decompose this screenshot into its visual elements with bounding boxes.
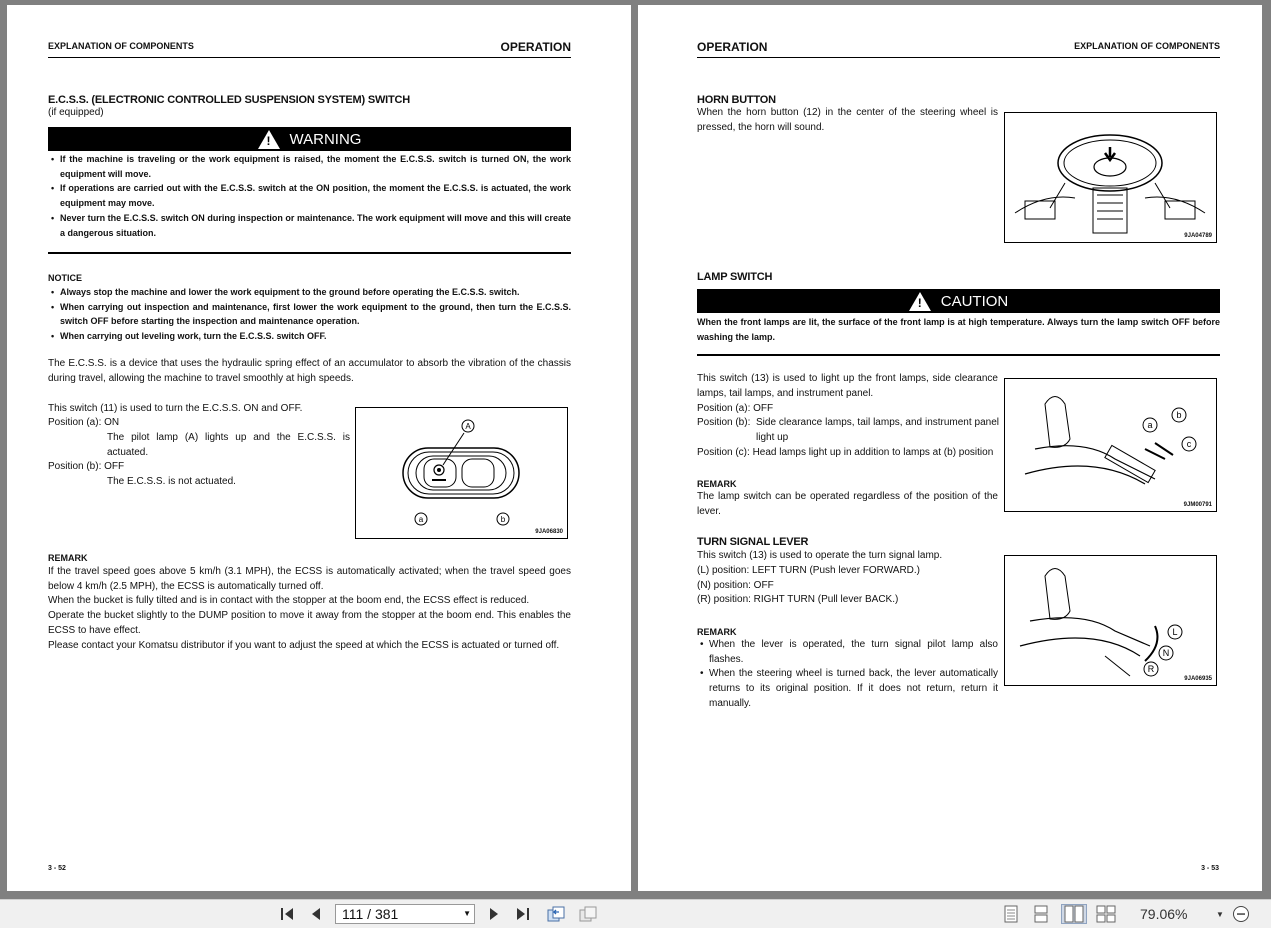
lamp-remark-label: REMARK [697, 479, 737, 489]
lamp-pos-c-label: Position (c): [697, 447, 750, 458]
lamp-remark: The lamp switch can be operated regardless of the position of the lever. [697, 491, 998, 517]
warning-banner [48, 127, 571, 151]
page-indicator: 111 / 381 [342, 906, 399, 922]
turn-l: (L) position: LEFT TURN (Push lever FORWARD.) [697, 565, 921, 576]
lamp-label-a: a [1147, 420, 1153, 430]
intro-paragraph: The E.C.S.S. is a device that uses the hydraulic spring effect of an accumulator to absorb the vibration of the chassis during travel, allowing the machine to travel smoothly at high speeds. [48, 358, 571, 384]
remark-line: Operate the bucket slightly to the DUMP position to move it away from the stopper at the boom end. This enables the ECSS to have effect. [48, 610, 571, 636]
position-b-value: OFF [104, 461, 125, 472]
caution-text: When the front lamps are lit, the surface of the front lamp is at high temperature. Always turn the lamp switch OFF before washing the lamp. [697, 317, 1220, 342]
position-a-value: ON [104, 417, 120, 428]
page-number: 3 - 53 [1201, 865, 1219, 872]
warning-item: • If the machine is traveling or the work equipment is raised, the moment the E.C.S.S. switch is turned ON, the work equipment will move. [48, 152, 571, 181]
notice-label: NOTICE [48, 273, 83, 283]
ecss-switch-drawing [356, 408, 567, 538]
position-b [48, 460, 124, 475]
two-page-continuous-icon[interactable] [1094, 904, 1118, 924]
page-number: 3 - 52 [48, 865, 66, 872]
notice-item: • Always stop the machine and lower the work equipment to the ground before operating the E.C.S.S. switch. [48, 285, 571, 300]
caution-rule [697, 354, 1220, 356]
turn-label-l: L [1172, 627, 1178, 637]
figure-label-A: A [465, 422, 471, 431]
lamp-title: LAMP SWITCH [697, 271, 773, 283]
turn-figure-code: 9JA06935 [1184, 676, 1212, 682]
zoom-out-icon[interactable] [1230, 904, 1252, 924]
header-left: OPERATION [697, 40, 768, 54]
turn-remark-item: • When the lever is operated, the turn signal pilot lamp also flashes. [697, 638, 998, 667]
steering-wheel-drawing [1005, 113, 1216, 242]
horn-figure-code: 9JA04789 [1184, 233, 1212, 239]
position-a-desc: The pilot lamp (A) lights up and the E.C.S.S. is actuated. [107, 432, 350, 458]
lamp-figure [1004, 378, 1217, 512]
lamp-pos-c-value: Head lamps light up in addition to lamps at (b) position [752, 447, 994, 458]
figure-code: 9JA06830 [535, 529, 563, 535]
lamp-label-b: b [1176, 410, 1182, 420]
turn-label-n: N [1162, 648, 1170, 658]
warning-item: • Never turn the E.C.S.S. switch ON during inspection or maintenance. The work equipment will move and this will create a dangerous situation. [48, 211, 571, 240]
warning-icon: ! [258, 130, 280, 149]
turn-lever-drawing [1005, 556, 1216, 685]
horn-title: HORN BUTTON [697, 94, 776, 106]
turn-n: (N) position: OFF [697, 580, 774, 591]
notice-item: • When carrying out inspection and maintenance, first lower the work equipment to the ground, then turn the E.C.S.S. switch OFF before starting the inspection and maintenance operation. [48, 300, 571, 329]
caution-icon: ! [909, 292, 931, 311]
horn-figure [1004, 112, 1217, 243]
remark-line: Please contact your Komatsu distributor if you want to adjust the speed at which the ECSS is actuated or turned off. [48, 639, 560, 651]
position-b-label: Position (b): [48, 461, 102, 472]
caution-banner [697, 289, 1220, 313]
turn-remark-list [697, 638, 998, 712]
turn-r: (R) position: RIGHT TURN (Pull lever BACK.) [697, 594, 899, 605]
zoom-dropdown-icon[interactable]: ▼ [1216, 909, 1224, 919]
prev-view-icon[interactable] [544, 904, 568, 924]
caution-title: CAUTION [940, 292, 1009, 310]
warning-rule [48, 252, 571, 254]
next-page-icon[interactable] [484, 904, 504, 924]
lamp-figure-code: 9JM00791 [1183, 502, 1212, 508]
turn-text: This switch (13) is used to operate the turn signal lamp. [697, 550, 943, 561]
right-page [638, 5, 1262, 891]
next-view-icon[interactable] [576, 904, 600, 924]
warning-title: WARNING [289, 130, 362, 148]
single-page-icon[interactable] [1000, 904, 1022, 924]
lamp-pos-a-value: OFF [753, 403, 774, 414]
position-a [48, 416, 119, 431]
lamp-pos-b-label: Position (b): [697, 417, 751, 428]
position-b-desc: The E.C.S.S. is not actuated. [107, 476, 236, 487]
left-page [7, 5, 631, 891]
header-right: OPERATION [500, 40, 571, 54]
two-page-icon[interactable] [1061, 904, 1087, 924]
header-right: EXPLANATION OF COMPONENTS [1074, 41, 1220, 51]
header-rule [48, 57, 571, 58]
horn-text: When the horn button (12) in the center of the steering wheel is pressed, the horn will sound. [697, 107, 998, 133]
page-number-input[interactable] [335, 904, 475, 924]
lamp-position-c [697, 446, 993, 461]
lamp-text: This switch (13) is used to light up the front lamps, side clearance lamps, tail lamps, and instrument panel. [697, 373, 998, 399]
turn-remark-label: REMARK [697, 627, 737, 637]
section-subtitle: (if equipped) [48, 107, 104, 118]
lamp-label-c: c [1186, 439, 1192, 449]
viewer-toolbar [0, 899, 1271, 928]
figure-label-b: b [500, 515, 506, 524]
turn-title: TURN SIGNAL LEVER [697, 536, 809, 548]
remark-block [48, 565, 571, 653]
remark-line: If the travel speed goes above 5 km/h (3.1 MPH), the ECSS is automatically activated; when the travel speed goes below 4 km/h (2.5 MPH), the ECSS is automatically turned off. [48, 566, 571, 592]
first-page-icon[interactable] [276, 904, 298, 924]
chevron-down-icon[interactable]: ▼ [463, 909, 471, 918]
turn-label-r: R [1147, 664, 1155, 674]
remark-line: When the bucket is fully tilted and is in contact with the stopper at the boom end, the ECSS effect is reduced. [48, 595, 530, 607]
figure-label-a: a [418, 515, 424, 524]
turn-figure [1004, 555, 1217, 686]
remark-label: REMARK [48, 553, 88, 563]
lamp-position-a [697, 402, 773, 417]
lamp-switch-drawing [1005, 379, 1216, 511]
section-title: E.C.S.S. (ELECTRONIC CONTROLLED SUSPENSION SYSTEM) SWITCH [48, 94, 411, 106]
warning-list [48, 152, 571, 240]
position-a-label: Position (a): [48, 417, 102, 428]
turn-remark-item: • When the steering wheel is turned back, the lever automatically returns to its original position. If it does not return, return it manually. [697, 667, 998, 711]
ecss-switch-figure [355, 407, 568, 539]
continuous-icon[interactable] [1030, 904, 1052, 924]
header-left: EXPLANATION OF COMPONENTS [48, 41, 194, 51]
last-page-icon[interactable] [512, 904, 534, 924]
notice-item: • When carrying out leveling work, turn the E.C.S.S. switch OFF. [48, 329, 571, 344]
prev-page-icon[interactable] [306, 904, 326, 924]
switch-line: This switch (11) is used to turn the E.C.S.S. ON and OFF. [48, 403, 303, 414]
warning-item: • If operations are carried out with the E.C.S.S. switch at the ON position, the moment the E.C.S.S. is actuated, the work equipment may move. [48, 181, 571, 210]
header-rule [697, 57, 1220, 58]
zoom-level[interactable]: 79.06% [1140, 906, 1188, 922]
lamp-pos-a-label: Position (a): [697, 403, 751, 414]
notice-list [48, 285, 571, 344]
lamp-pos-b-value: Side clearance lamps, tail lamps, and instrument panel light up [756, 417, 999, 443]
